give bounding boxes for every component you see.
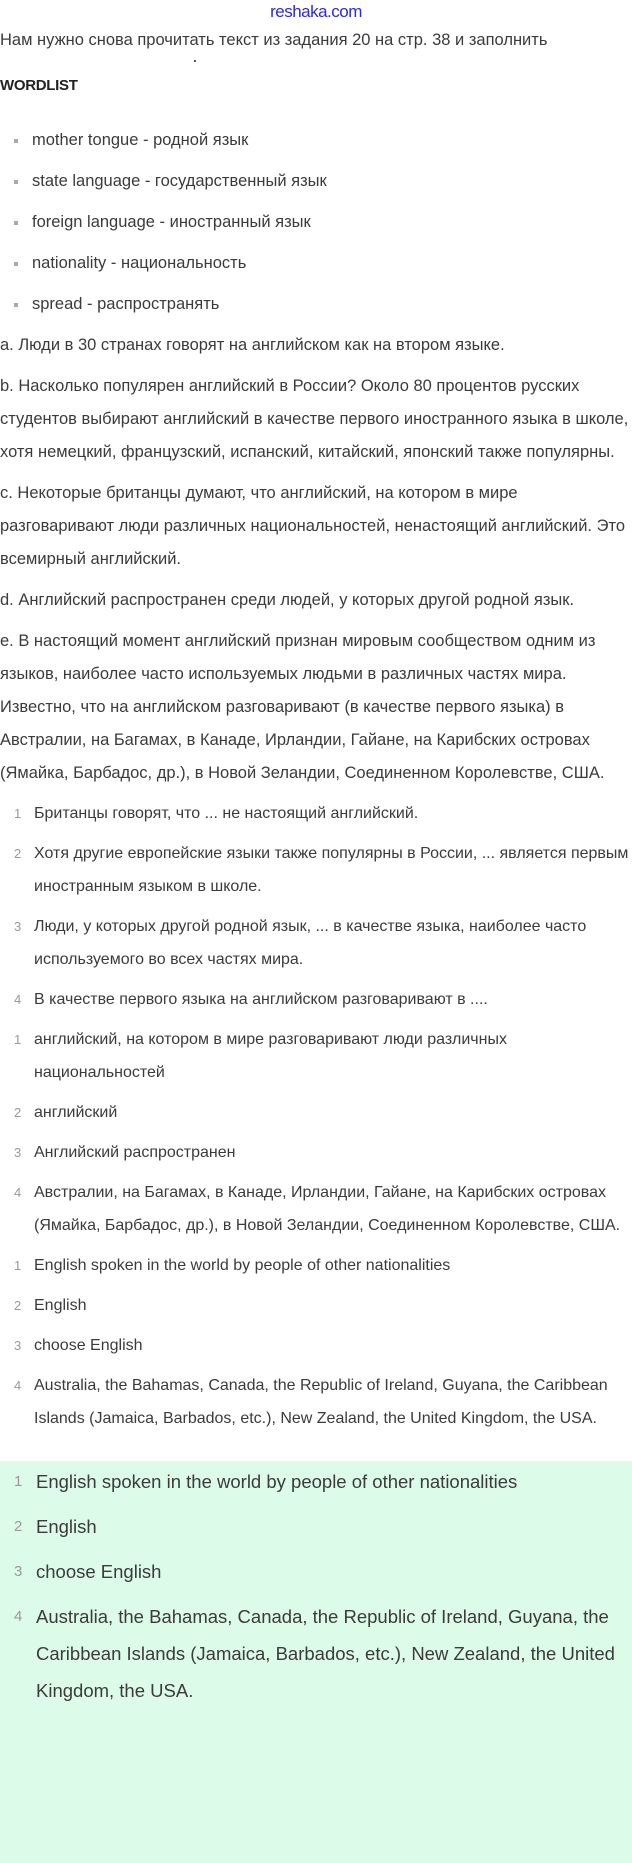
item-number: 2	[14, 1298, 22, 1313]
answer-highlight-box	[0, 1461, 632, 1863]
item-text: choose English	[34, 1337, 143, 1354]
wordlist-title: WORDLIST	[0, 77, 78, 94]
final-answer-item	[14, 1463, 626, 1500]
answer-ru-item	[14, 1176, 629, 1242]
item-number: 3	[14, 1145, 22, 1160]
paragraph-c: c. Некоторые британцы думают, что английский, на котором в мире разговаривают люди различных национальностей, ненастоящий английский. Это всемирный английский.	[0, 484, 625, 568]
wordlist-text: foreign language - иностранный язык	[32, 213, 311, 231]
final-answer-item	[14, 1553, 626, 1590]
wordlist-item	[14, 124, 632, 157]
bullet-icon	[14, 139, 18, 143]
site-header-link[interactable]: reshaka.com	[270, 2, 362, 21]
final-answer-item	[14, 1598, 626, 1709]
question-item	[14, 837, 629, 903]
item-number: 2	[14, 1518, 23, 1535]
item-text: Австралии, на Багамах, в Канаде, Ирландии, Гайане, на Карибских островах (Ямайка, Барбадос, др.), в Новой Зеландии, Соединенном Королевстве, США.	[34, 1184, 621, 1234]
item-text: Английский распространен	[34, 1144, 236, 1161]
item-text: английский	[34, 1104, 118, 1121]
item-number: 2	[14, 846, 22, 861]
item-number: 3	[14, 1338, 22, 1353]
item-text: английский, на котором в мире разговаривают люди различных национальностей	[34, 1031, 507, 1081]
item-number: 1	[14, 806, 22, 821]
answer-en-item	[14, 1249, 629, 1282]
item-text: choose English	[36, 1561, 162, 1582]
item-number: 1	[14, 1032, 22, 1047]
item-text: Британцы говорят, что ... не настоящий английский.	[34, 805, 419, 822]
item-number: 4	[14, 1378, 22, 1393]
item-number: 3	[14, 1563, 23, 1580]
item-number: 1	[14, 1258, 22, 1273]
answer-en-item	[14, 1329, 629, 1362]
item-number: 2	[14, 1105, 22, 1120]
final-answer-item	[14, 1508, 626, 1545]
question-item	[14, 797, 629, 830]
wordlist-text: mother tongue - родной язык	[32, 131, 249, 149]
paragraph-e: e. В настоящий момент английский признан мировым сообществом одним из языков, наиболее часто используемых людьми в различных частях мира. Известно, что на английском разговаривают (в качестве первого языка) в Австралии, на Багамах, в Канаде, Ирландии, Гайане, на Карибских островах (Ямайка, Барбадос, др.), в Новой Зеландии, Соединенном Королевстве, США.	[0, 632, 605, 782]
item-number: 1	[14, 1473, 23, 1490]
item-text: English spoken in the world by people of other nationalities	[36, 1471, 518, 1492]
item-text: English	[34, 1297, 87, 1314]
paragraph-a: a. Люди в 30 странах говорят на английском как на втором языке.	[0, 336, 505, 354]
item-text: В качестве первого языка на английском разговаривают в ....	[34, 991, 488, 1008]
question-item	[14, 983, 629, 1016]
wordlist-item	[14, 165, 632, 198]
wordlist-item	[14, 247, 632, 280]
answer-en-item	[14, 1289, 629, 1322]
wordlist-text: spread - распространять	[32, 295, 220, 313]
bullet-icon	[14, 262, 18, 266]
item-text: English	[36, 1516, 97, 1537]
answer-en-item	[14, 1369, 629, 1435]
item-text: Люди, у которых другой родной язык, ... в качестве языка, наиболее часто используемого во всех частях мира.	[34, 918, 587, 968]
item-number: 4	[14, 992, 22, 1007]
item-number: 3	[14, 919, 22, 934]
answer-ru-item	[14, 1023, 629, 1089]
paragraph-d: d. Английский распространен среди людей, у которых другой родной язык.	[0, 591, 575, 609]
answer-ru-item	[14, 1136, 629, 1169]
wordlist-text: state language - государственный язык	[32, 172, 327, 190]
wordlist-item	[14, 288, 632, 321]
item-number: 4	[14, 1608, 23, 1625]
answer-ru-item	[14, 1096, 629, 1129]
item-text: Australia, the Bahamas, Canada, the Republic of Ireland, Guyana, the Caribbean Islands (Jamaica, Barbados, etc.), New Zealand, the United Kingdom, the USA.	[36, 1606, 615, 1701]
bullet-icon	[14, 180, 18, 184]
wordlist-text: nationality - национальность	[32, 254, 247, 272]
item-text: Хотя другие европейские языки также популярны в России, ... является первым иностранным языком в школе.	[34, 845, 629, 895]
bullet-icon	[14, 221, 18, 225]
paragraph-b: b. Насколько популярен английский в России? Около 80 процентов русских студентов выбирают английский в качестве первого иностранного языка в школе, хотя немецкий, французский, испанский, китайский, японский также популярны.	[0, 377, 629, 461]
wordlist-item	[14, 206, 632, 239]
item-text: Australia, the Bahamas, Canada, the Republic of Ireland, Guyana, the Caribbean Islands (Jamaica, Barbados, etc.), New Zealand, the United Kingdom, the USA.	[34, 1377, 608, 1427]
question-item	[14, 910, 629, 976]
item-text: English spoken in the world by people of other nationalities	[34, 1257, 451, 1274]
intro-text: Нам нужно снова прочитать текст из задания 20 на стр. 38 и заполнить	[0, 31, 548, 49]
bullet-icon	[14, 303, 18, 307]
item-number: 4	[14, 1185, 22, 1200]
